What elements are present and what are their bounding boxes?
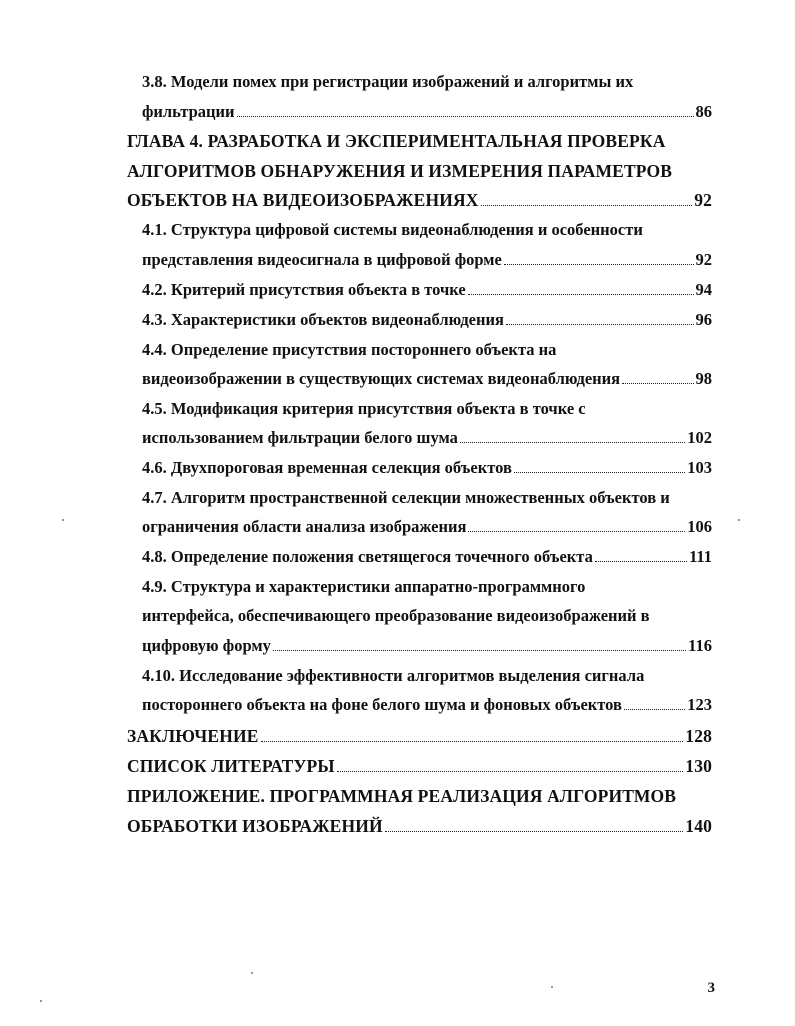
toc-page-number: 94 [695, 280, 712, 299]
toc-chapter-text: ЗАКЛЮЧЕНИЕ [127, 726, 259, 746]
toc-page-number: 130 [685, 756, 712, 776]
toc-page-number: 128 [685, 726, 712, 746]
toc-entry-4-4-line1 [142, 340, 556, 360]
toc-entry-4-10-line1 [142, 666, 644, 686]
toc-entry-text: интерфейса, обеспечивающего преобразование видеоизображений в [142, 606, 650, 625]
toc-page-number: 111 [689, 547, 712, 566]
dot-leader [273, 650, 686, 651]
dot-leader [481, 205, 693, 206]
toc-entry-text: видеоизображении в существующих системах видеонаблюдения [142, 369, 621, 388]
toc-entry-text: ограничения области анализа изображения [142, 517, 467, 536]
toc-entry-3-8-line2 [142, 102, 712, 122]
toc-page-number: 140 [685, 816, 712, 836]
scan-speck [62, 519, 64, 521]
scan-speck [40, 1000, 42, 1002]
toc-entry-text: использованием фильтрации белого шума [142, 428, 458, 447]
toc-page-number: 98 [695, 369, 712, 388]
toc-entry-4-8 [142, 547, 712, 567]
toc-entry-4-1-line2 [142, 250, 712, 270]
dot-leader [468, 294, 694, 295]
toc-entry-4-2 [142, 280, 712, 300]
toc-entry-text: 4.10. Исследование эффективности алгоритмов выделения сигнала [142, 666, 645, 685]
toc-entry-text: 4.1. Структура цифровой системы видеонаблюдения и особенности [142, 220, 643, 239]
toc-entry-text: цифровую форму [142, 636, 271, 655]
toc-page-number: 86 [695, 102, 712, 121]
toc-page-number: 103 [687, 458, 712, 477]
toc-entry-4-3 [142, 310, 712, 330]
scan-speck [738, 519, 740, 521]
dot-leader [261, 741, 684, 742]
toc-entry-text: 3.8. Модели помех при регистрации изображений и алгоритмы их [142, 72, 634, 91]
toc-entry-4-9-line2 [142, 606, 650, 626]
toc-chapter-text: ОБЪЕКТОВ НА ВИДЕОИЗОБРАЖЕНИЯХ [127, 190, 479, 210]
toc-entry-4-5-line2 [142, 428, 712, 448]
toc-chapter-4-line2 [127, 161, 672, 181]
dot-leader [514, 472, 685, 473]
toc-chapter-text: ГЛАВА 4. РАЗРАБОТКА И ЭКСПЕРИМЕНТАЛЬНАЯ ПРОВЕРКА [127, 131, 666, 151]
toc-entry-4-10-line2 [142, 695, 712, 715]
dot-leader [624, 709, 685, 710]
toc-entry-text: постороннего объекта на фоне белого шума и фоновых объектов [142, 695, 622, 714]
dot-leader [460, 442, 685, 443]
scan-speck [251, 972, 253, 974]
dot-leader [468, 531, 685, 532]
dot-leader [385, 831, 684, 832]
toc-entry-text: 4.2. Критерий присутствия объекта в точке [142, 280, 466, 299]
toc-page-number: 116 [688, 636, 712, 655]
scan-speck [551, 986, 553, 988]
toc-appendix-line2 [127, 816, 712, 836]
toc-entry-text: 4.9. Структура и характеристики аппаратно-программного [142, 577, 586, 596]
toc-chapter-4-line1 [127, 131, 666, 151]
toc-entry-4-7-line1 [142, 488, 670, 508]
toc-chapter-text: АЛГОРИТМОВ ОБНАРУЖЕНИЯ И ИЗМЕРЕНИЯ ПАРАМЕТРОВ [127, 161, 673, 181]
toc-chapter-text: СПИСОК ЛИТЕРАТУРЫ [127, 756, 335, 776]
toc-chapter-text: ОБРАБОТКИ ИЗОБРАЖЕНИЙ [127, 816, 383, 836]
toc-page-number: 102 [687, 428, 712, 447]
toc-entry-4-4-line2 [142, 369, 712, 389]
dot-leader [595, 561, 687, 562]
toc-references [127, 756, 712, 776]
dot-leader [506, 324, 694, 325]
dot-leader [622, 383, 693, 384]
dot-leader [504, 264, 694, 265]
toc-chapter-4-line3 [127, 190, 712, 210]
dot-leader [237, 116, 694, 117]
toc-entry-4-6 [142, 458, 712, 478]
page-number: 3 [707, 980, 715, 996]
toc-entry-4-5-line1 [142, 399, 586, 419]
toc-page-number: 96 [695, 310, 712, 329]
toc-entry-4-9-line3 [142, 636, 712, 656]
toc-page-number: 106 [687, 517, 712, 536]
toc-page-number: 92 [694, 190, 712, 210]
toc-entry-3-8-line1 [142, 72, 633, 92]
toc-entry-text: представления видеосигнала в цифровой форме [142, 250, 502, 269]
toc-entry-4-7-line2 [142, 517, 712, 537]
dot-leader [337, 771, 684, 772]
toc-entry-4-1-line1 [142, 220, 643, 240]
toc-appendix-line1 [127, 786, 676, 806]
toc-entry-4-9-line1 [142, 577, 585, 597]
toc-entry-text: 4.4. Определение присутствия постороннего объекта на [142, 340, 557, 359]
toc-page-number: 123 [687, 695, 712, 714]
toc-page-number: 92 [695, 250, 712, 269]
toc-entry-text: 4.5. Модификация критерия присутствия объекта в точке с [142, 399, 586, 418]
toc-chapter-text: ПРИЛОЖЕНИЕ. ПРОГРАММНАЯ РЕАЛИЗАЦИЯ АЛГОРИТМОВ [127, 786, 677, 806]
toc-conclusion [127, 726, 712, 746]
toc-entry-text: 4.6. Двухпороговая временная селекция объектов [142, 458, 512, 477]
toc-entry-text: 4.7. Алгоритм пространственной селекции множественных объектов и [142, 488, 670, 507]
toc-entry-text: 4.8. Определение положения светящегося точечного объекта [142, 547, 593, 566]
toc-entry-text: 4.3. Характеристики объектов видеонаблюдения [142, 310, 504, 329]
toc-entry-text: фильтрации [142, 102, 235, 121]
